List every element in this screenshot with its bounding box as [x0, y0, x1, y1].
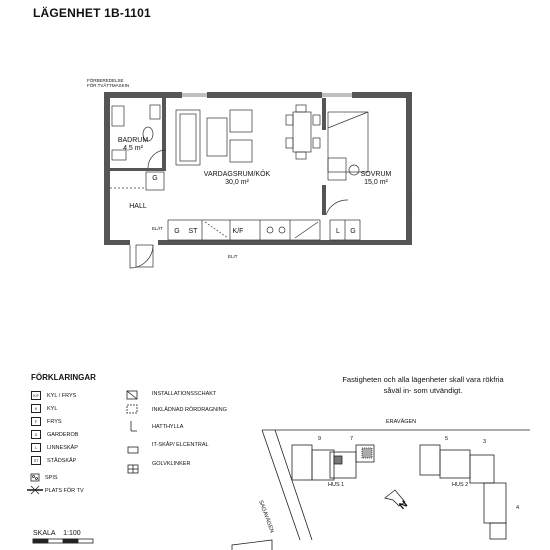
street-name-top: ERAVÄGEN: [386, 419, 417, 425]
sofa-icon: [176, 110, 200, 165]
legend-text: KYL / FRYS: [47, 392, 77, 399]
coffee-table-icon: [207, 118, 227, 156]
kitchen-code: ST: [188, 228, 198, 235]
legend-heading: FÖRKLARINGAR: [31, 373, 96, 382]
scale-text: SKALA: [33, 530, 56, 537]
room-area: 15,0 m²: [364, 179, 388, 186]
el-label: EL/IT: [152, 226, 163, 231]
kitchen-code: K/F: [232, 228, 244, 235]
legend-item: [31, 389, 78, 402]
room-hall: [118, 203, 158, 211]
legend-item: [31, 441, 78, 454]
legend-right: [152, 391, 227, 473]
room-bedroom: [350, 171, 402, 187]
legend-code: K: [31, 404, 41, 413]
legend-code: L: [31, 443, 41, 452]
scale-value: 1:100: [63, 530, 81, 537]
hall-code: G: [152, 175, 158, 182]
legend-code: ST: [31, 456, 41, 465]
legend-text: FRYS: [47, 418, 62, 425]
legend-left: [31, 389, 78, 467]
legend-text: STÅDSKÅP: [47, 457, 77, 464]
legend-text: GOLVKLINKER: [152, 461, 191, 467]
room-name: SOVRUM: [360, 171, 392, 178]
house-1: [292, 445, 374, 480]
house-number: 5: [445, 436, 449, 442]
entrance-door-icon: [130, 245, 153, 268]
room-name: BADRUM: [117, 137, 149, 144]
legend-item: [31, 454, 78, 467]
legend-code: K/F: [31, 391, 41, 400]
legend-text: IT-SKÅP/ ELCENTRAL: [152, 442, 209, 448]
room-area: 4,5 m²: [123, 145, 143, 152]
house-number: 9: [318, 436, 322, 442]
north-label: N: [397, 498, 410, 513]
armchair-icon: [230, 140, 252, 162]
shower: [112, 106, 124, 126]
room-area: 30,0 m²: [225, 179, 249, 186]
bedroom-door-icon: [326, 200, 348, 215]
legend-text: KYL: [47, 405, 58, 412]
room-bathroom: [110, 137, 156, 153]
house-1-label: HUS 1: [328, 482, 345, 488]
legend-item: [31, 415, 78, 428]
dining-table-icon: [293, 112, 311, 152]
legend-code: F: [31, 417, 41, 426]
legend-text: INKLÄDNAD RÖRDRAGNING: [152, 407, 227, 413]
washer-note-line2: FÖR TVÄTTMASKIN: [87, 83, 130, 88]
entrance-label: ELIT: [228, 254, 238, 259]
house-number: 4: [516, 505, 520, 511]
armchair-icon: [230, 110, 252, 132]
house-number: 7: [350, 436, 354, 442]
washer-icon: [150, 105, 160, 119]
kitchen-code: G: [350, 228, 356, 235]
legend-text: LINNESKÅP: [47, 444, 78, 451]
desk-icon: [328, 158, 346, 180]
house-2: [420, 445, 506, 539]
page-title: LÄGENHET 1B-1101: [33, 6, 151, 20]
legend-text: HATTHYLLA: [152, 424, 184, 430]
house-2-label: HUS 2: [452, 482, 469, 488]
legend-text: INSTALLATIONSSCHAKT: [152, 391, 217, 397]
scale-label: [33, 530, 81, 537]
room-name: HALL: [129, 203, 147, 210]
legend-text: GARDEROB: [47, 431, 79, 438]
kitchen-code: L: [336, 228, 340, 235]
legend-item: [31, 428, 78, 441]
boxed-piping-icon: [127, 405, 137, 413]
stove-icon: [31, 474, 39, 481]
legend-code: G: [31, 430, 41, 439]
it-cabinet-icon: [128, 447, 138, 453]
kitchen-code: G: [174, 228, 180, 235]
house-number: 3: [483, 439, 487, 445]
washer-note-line1: FÖRBEREDELSE: [87, 78, 124, 83]
room-living-kitchen: [192, 171, 282, 187]
site-plan: [33, 430, 530, 550]
legend-text: SPIS: [45, 475, 58, 481]
legend-item: [31, 402, 78, 415]
room-name: VARDAGSRUM/KÖK: [203, 171, 271, 178]
bed-icon: [328, 112, 368, 172]
street-name-side: SAGAVÄGEN: [257, 499, 275, 534]
legend-text: PLATS FÖR TV: [45, 488, 84, 494]
smoke-free-note: Fastigheten och alla lägenheter skall vara rökfria såväl in- som utvändigt.: [342, 375, 504, 395]
